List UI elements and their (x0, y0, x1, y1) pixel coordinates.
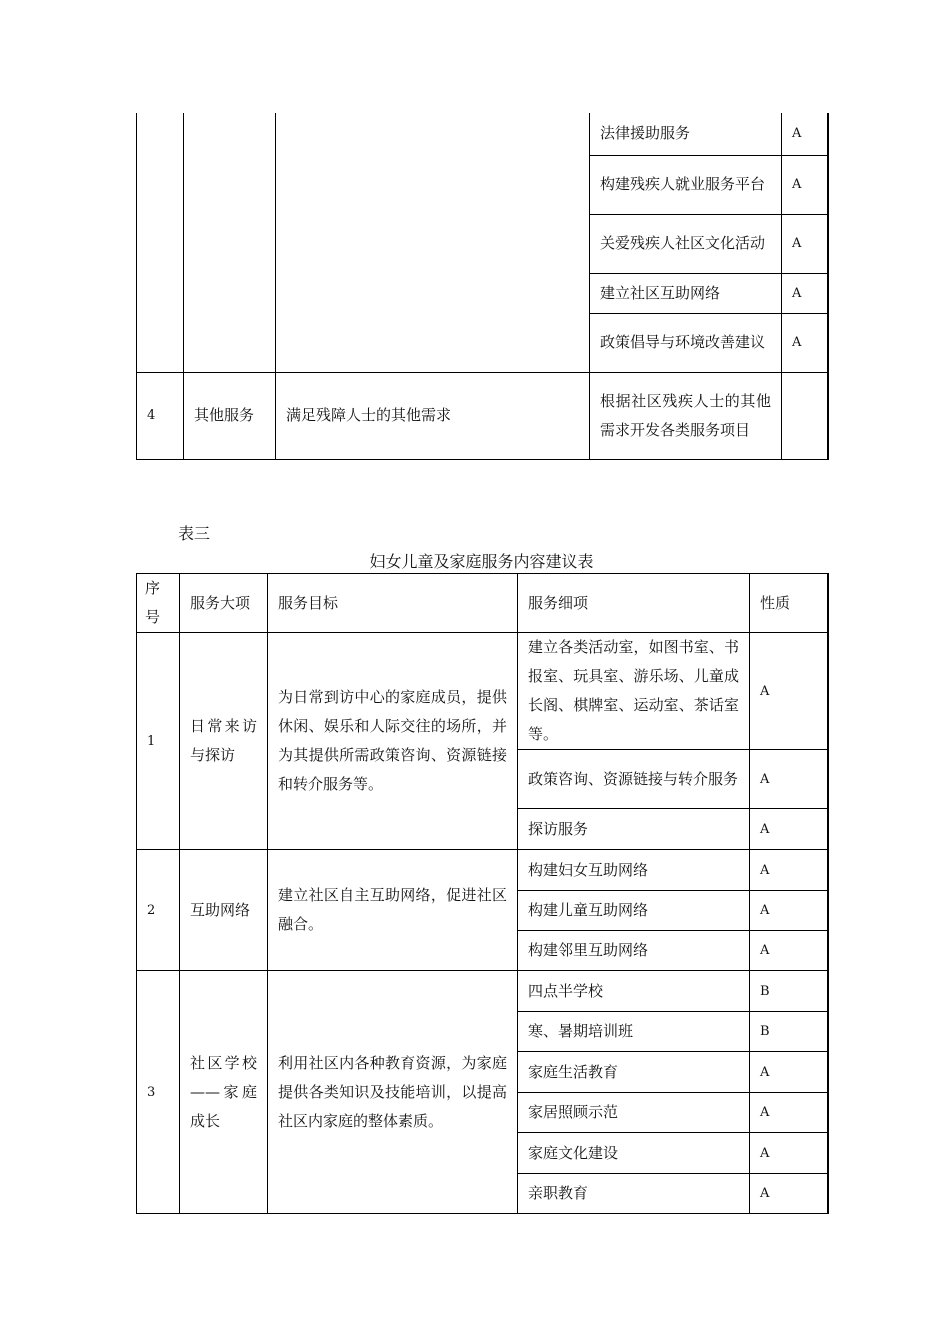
service-detail: 四点半学校 (518, 971, 750, 1012)
service-detail: 构建邻里互助网络 (518, 931, 750, 971)
service-nature: A (750, 850, 828, 891)
table-title: 妇女儿童及家庭服务内容建议表 (369, 552, 594, 571)
service-detail: 建立各类活动室，如图书室、书报室、玩具室、游乐场、儿童成长阁、棋牌室、运动室、茶话室等。 (518, 633, 750, 750)
service-goal: 为日常到访中心的家庭成员，提供休闲、娱乐和人际交往的场所，并为其提供所需政策咨询、资源链接和转介服务等。 (268, 633, 518, 850)
service-nature: B (750, 1012, 828, 1052)
service-nature: B (750, 971, 828, 1012)
women-children-family-service-table (136, 573, 829, 1214)
service-category: 其他服务 (184, 372, 276, 459)
service-detail: 构建妇女互助网络 (518, 850, 750, 891)
row-number: 4 (137, 372, 184, 459)
service-nature: A (750, 1133, 828, 1174)
service-nature: A (750, 891, 828, 931)
table-cell-empty (184, 113, 276, 372)
header-detail: 服务细项 (518, 574, 750, 633)
service-detail: 政策倡导与环境改善建议 (590, 313, 782, 372)
continued-service-table (136, 113, 829, 460)
service-detail: 家居照顾示范 (518, 1093, 750, 1133)
service-detail: 寒、暑期培训班 (518, 1012, 750, 1052)
service-nature: A (750, 931, 828, 971)
service-detail: 根据社区残疾人士的其他需求开发各类服务项目 (590, 372, 782, 459)
service-nature: A (782, 155, 828, 214)
service-detail: 亲职教育 (518, 1174, 750, 1214)
row-number: 3 (137, 971, 180, 1214)
service-detail: 家庭生活教育 (518, 1052, 750, 1093)
table-label: 表三 (178, 524, 211, 543)
service-detail: 探访服务 (518, 809, 750, 850)
service-nature: A (782, 113, 828, 155)
service-nature: A (782, 214, 828, 273)
service-nature: A (750, 1052, 828, 1093)
header-nature: 性质 (750, 574, 828, 633)
service-nature: A (750, 1174, 828, 1214)
table-row (137, 633, 828, 750)
service-detail: 政策咨询、资源链接与转介服务 (518, 750, 750, 809)
service-detail: 法律援助服务 (590, 113, 782, 155)
table-row (137, 971, 828, 1012)
table-cell-empty (137, 113, 184, 372)
table-header-row (137, 574, 828, 633)
service-detail: 构建儿童互助网络 (518, 891, 750, 931)
header-category: 服务大项 (180, 574, 268, 633)
service-category: 日常来访与探访 (180, 633, 268, 850)
table-row (137, 850, 828, 891)
service-nature (782, 372, 828, 459)
table-cell-empty (276, 113, 590, 372)
service-nature: A (782, 273, 828, 313)
service-detail: 关爱残疾人社区文化活动 (590, 214, 782, 273)
row-number: 2 (137, 850, 180, 971)
service-category: 社区学校——家庭成长 (180, 971, 268, 1214)
header-goal: 服务目标 (268, 574, 518, 633)
service-nature: A (782, 313, 828, 372)
service-detail: 家庭文化建设 (518, 1133, 750, 1174)
service-detail: 构建残疾人就业服务平台 (590, 155, 782, 214)
service-goal: 满足残障人士的其他需求 (276, 372, 590, 459)
header-no: 序号 (137, 574, 180, 633)
service-nature: A (750, 633, 828, 750)
row-number: 1 (137, 633, 180, 850)
service-nature: A (750, 809, 828, 850)
service-goal: 建立社区自主互助网络，促进社区融合。 (268, 850, 518, 971)
service-nature: A (750, 1093, 828, 1133)
service-goal: 利用社区内各种教育资源，为家庭提供各类知识及技能培训，以提高社区内家庭的整体素质。 (268, 971, 518, 1214)
service-nature: A (750, 750, 828, 809)
service-detail: 建立社区互助网络 (590, 273, 782, 313)
service-category: 互助网络 (180, 850, 268, 971)
